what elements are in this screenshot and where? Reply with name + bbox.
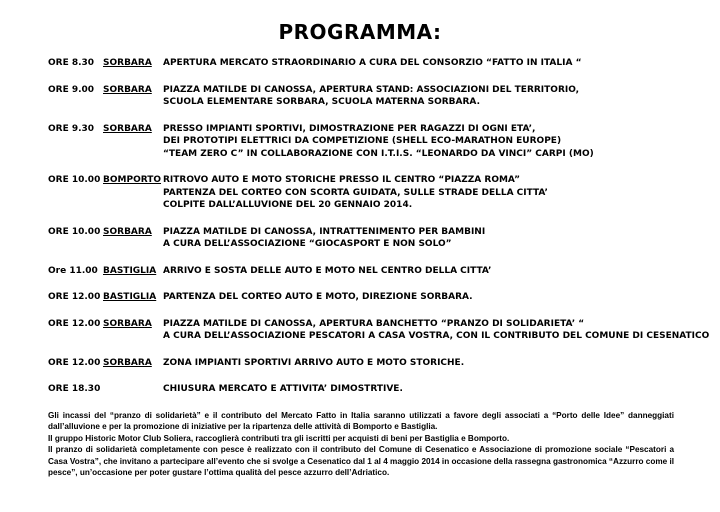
footnote-paragraph: Gli incassi del “pranzo di solidarietà” e il contributo del Mercato Fatto in Italia saranno utilizzati a favore degli associati a “Porto delle Idee” danneggiati dall’alluvione e per la promozione di iniziative per la ripartenza delle attività di Bomporto e Bastiglia.	[48, 411, 674, 432]
schedule-time: ORE 10.00	[48, 175, 101, 185]
description-line: PIAZZA MATILDE DI CANOSSA, APERTURA STAND: ASSOCIAZIONI DEL TERRITORIO,	[163, 84, 580, 95]
schedule-description	[163, 357, 708, 370]
schedule-row	[48, 174, 708, 212]
schedule-place: SORBARA	[103, 357, 152, 368]
description-line: DEI PROTOTIPI ELETTRICI DA COMPETIZIONE (SHELL ECO-MARATHON EUROPE)	[163, 136, 562, 146]
schedule-place: SORBARA	[103, 58, 152, 68]
footnote-paragraph: Il pranzo di solidarietà completamente con pesce è realizzato con il contributo del Comune di Cesenatico e Associazione di promozione sociale “Pescatori a Casa Vostra”, che invitano a partecipare all’evento che si svolge a Cesenatico dal 1 al 4 maggio 2014 in occasione della rassegna gastronomica “Azzurro come il pesce”, un’occasione per poter gustare l’ottima qualità del pesce azzurro dell’Adriatico.	[48, 445, 674, 478]
schedule-row	[48, 123, 708, 161]
schedule-place: BOMPORTO	[103, 175, 162, 185]
description-line: COLPITE DALL’ALLUVIONE DEL 20 GENNAIO 2014.	[163, 200, 413, 210]
schedule-time: ORE 12.00	[48, 318, 101, 329]
description-line: SCUOLA ELEMENTARE SORBARA, SCUOLA MATERNA SORBARA.	[163, 97, 480, 107]
description-line: PIAZZA MATILDE DI CANOSSA, APERTURA BANCHETTO “PRANZO DI SOLIDARIETA’ “	[163, 318, 585, 329]
description-line: ZONA IMPIANTI SPORTIVI ARRIVO AUTO E MOTO STORICHE.	[163, 357, 465, 368]
description-line: A CURA DELL’ASSOCIAZIONE “GIOCASPORT E NON SOLO”	[163, 239, 452, 249]
schedule-row	[48, 291, 708, 304]
description-line: CHIUSURA MERCATO E ATTIVITA’ DIMOSTRTIVE.	[163, 384, 403, 394]
schedule-list	[48, 57, 708, 396]
footnote	[48, 410, 674, 478]
schedule-row	[48, 57, 708, 70]
description-line: PARTENZA DEL CORTEO CON SCORTA GUIDATA, SULLE STRADE DELLA CITTA’	[163, 187, 548, 198]
schedule-row	[48, 84, 708, 109]
schedule-description	[163, 174, 708, 212]
schedule-description	[163, 123, 708, 161]
schedule-description	[163, 383, 708, 396]
description-line: ARRIVO E SOSTA DELLE AUTO E MOTO NEL CENTRO DELLA CITTA’	[163, 265, 492, 276]
schedule-row	[48, 318, 708, 343]
schedule-time: ORE 8.30	[48, 58, 95, 68]
schedule-time: ORE 10.00	[48, 226, 101, 237]
schedule-description	[163, 57, 708, 70]
schedule-time: Ore 11.00	[48, 265, 98, 276]
description-line: RITROVO AUTO E MOTO STORICHE PRESSO IL CENTRO “PIAZZA ROMA”	[163, 175, 520, 185]
footnote-paragraph: Il gruppo Historic Motor Club Soliera, raccoglierà contributi tra gli iscritti per acquisti di beni per Bastiglia e Bomporto.	[48, 433, 510, 443]
schedule-description	[163, 84, 708, 109]
schedule-time: ORE 18.30	[48, 384, 101, 394]
page-title: PROGRAMMA:	[278, 20, 442, 44]
schedule-time: ORE 9.00	[48, 84, 95, 95]
description-line: PARTENZA DEL CORTEO AUTO E MOTO, DIREZIONE SORBARA.	[163, 292, 473, 302]
schedule-description	[163, 226, 708, 251]
schedule-time: ORE 12.00	[48, 292, 101, 302]
schedule-row	[48, 265, 708, 278]
schedule-row	[48, 226, 708, 251]
schedule-description	[163, 318, 709, 343]
schedule-place: BASTIGLIA	[103, 265, 157, 276]
schedule-time: ORE 9.30	[48, 123, 95, 134]
description-line: “TEAM ZERO C” IN COLLABORAZIONE CON I.T.I.S. “LEONARDO DA VINCI” CARPI (MO)	[163, 148, 594, 159]
schedule-place: SORBARA	[103, 84, 152, 95]
schedule-place: SORBARA	[103, 226, 152, 237]
schedule-place: SORBARA	[103, 123, 152, 134]
schedule-row	[48, 357, 708, 370]
schedule-place: SORBARA	[103, 318, 152, 329]
schedule-description	[163, 265, 708, 278]
schedule-time: ORE 12.00	[48, 357, 101, 368]
description-line: A CURA DELL’ASSOCIAZIONE PESCATORI A CASA VOSTRA, CON IL CONTRIBUTO DEL COMUNE DI CESENATICO	[163, 331, 710, 341]
description-line: PIAZZA MATILDE DI CANOSSA, INTRATTENIMENTO PER BAMBINI	[163, 226, 486, 237]
description-line: PRESSO IMPIANTI SPORTIVI, DIMOSTRAZIONE PER RAGAZZI DI OGNI ETA’,	[163, 123, 536, 134]
schedule-description	[163, 291, 708, 304]
schedule-place: BASTIGLIA	[103, 292, 157, 302]
schedule-place	[103, 383, 163, 396]
description-line: APERTURA MERCATO STRAORDINARIO A CURA DEL CONSORZIO “FATTO IN ITALIA “	[163, 58, 582, 68]
schedule-row	[48, 383, 708, 396]
